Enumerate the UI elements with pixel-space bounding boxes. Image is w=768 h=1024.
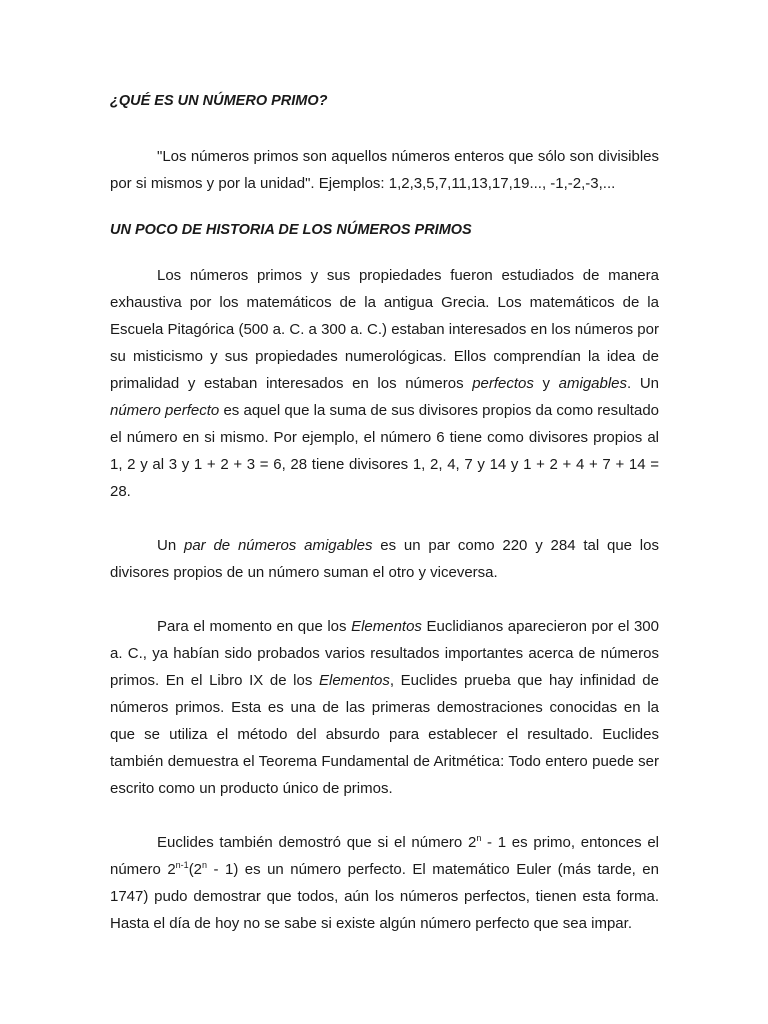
document-page: [110, 88, 659, 937]
term-elementos: Elementos: [351, 618, 422, 635]
euler-paragraph: Euclides también demostró que si el número 2$^n$ - 1 es primo, entonces el número 2$^{n-1}$(2$^n$ - 1) es un número perfecto. El matemático Euler (más tarde, en 1747) pudo demostrar que todos, aún los números perfectos, tienen esta forma. Hasta el día de hoy no se sabe si existe algún número perfecto que sea impar.: [110, 833, 660, 932]
amicable-paragraph: Un par de números amigables es un par como 220 y 284 tal que los divisores propios de un número suman el otro y viceversa.: [110, 537, 659, 581]
history-paragraph: Los números primos y sus propiedades fueron estudiados de manera exhaustiva por los matemáticos de la antigua Grecia. Los matemáticos de la Escuela Pitagórica (500 a. C. a 300 a. C.) estaban interesados en los números por su misticismo y sus propiedades numerológicas. Ellos comprendían la idea de primalidad y estaban interesados en los números perfectos y amigables. Un número perfecto es aquel que la suma de sus divisores propios da como resultado el número en si mismo. Por ejemplo, el número 6 tiene como divisores propios al 1, 2 y al 3 y 1 + 2 + 3 = 6, 28 tiene divisores 1, 2, 4, 7 y 14 y 1 + 2 + 4 + 7 + 14 = 28.: [110, 267, 659, 500]
heading-history: UN POCO DE HISTORIA DE LOS NÚMEROS PRIMOS: [110, 222, 472, 238]
term-elementos-2: Elementos: [319, 672, 390, 689]
exponent-n: n: [476, 833, 482, 843]
elements-paragraph: Para el momento en que los Elementos Euclidianos aparecieron por el 300 a. C., ya habían sido probados varios resultados importantes acerca de números primos. En el Libro IX de los Elementos, Euclides prueba que hay infinidad de números primos. Esta es una de las primeras demostraciones conocidas en la que se utiliza el método del absurdo para establecer el resultado. Euclides también demuestra el Teorema Fundamental de Aritmética: Todo entero puede ser escrito como un producto único de primos.: [110, 618, 659, 797]
term-numero-perfecto: número perfecto: [110, 402, 220, 419]
exponent-n-2: n: [202, 860, 208, 870]
definition-paragraph: "Los números primos son aquellos números enteros que sólo son divisibles por si mismos y por la unidad". Ejemplos: 1,2,3,5,7,11,13,17,19..., -1,-2,-3,...: [110, 148, 659, 192]
term-par-amigables: par de números amigables: [183, 537, 373, 554]
heading-what-is-prime: ¿QUÉ ES UN NÚMERO PRIMO?: [110, 93, 328, 109]
term-perfectos: perfectos: [472, 375, 534, 392]
exponent-n-minus-1: n-1: [175, 860, 189, 870]
term-amigables: amigables: [558, 375, 628, 392]
